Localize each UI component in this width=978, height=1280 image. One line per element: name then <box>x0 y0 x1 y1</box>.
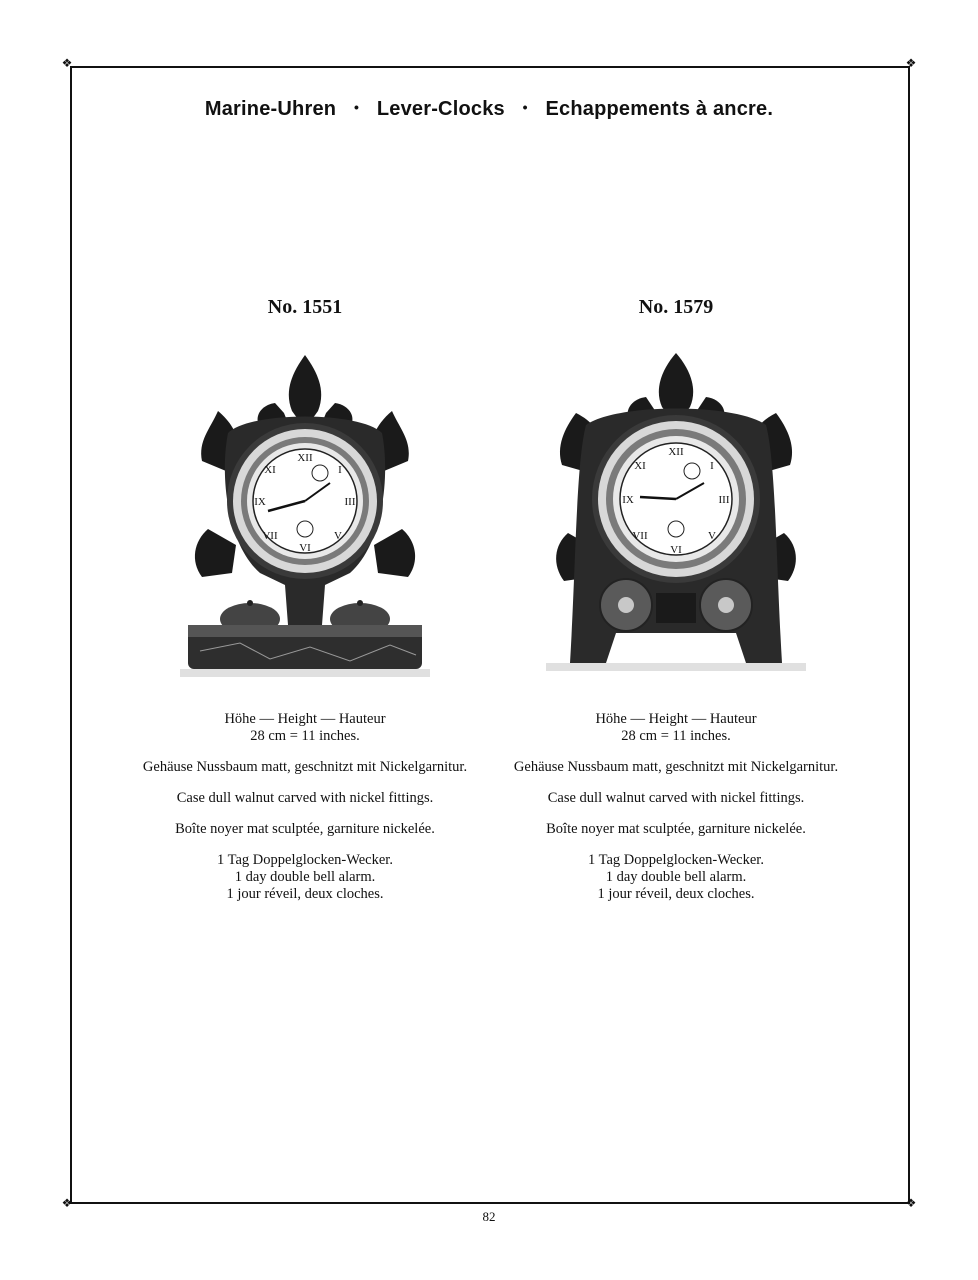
model-number: No. 1579 <box>638 296 714 318</box>
svg-text:III: III <box>718 494 730 506</box>
svg-text:IX: IX <box>622 494 634 506</box>
height-label: Höhe — Height — Hauteur <box>224 711 386 727</box>
clock-illustration-1579 <box>546 333 806 693</box>
svg-text:I: I <box>710 460 714 472</box>
svg-text:IX: IX <box>254 496 266 508</box>
alarm-french: 1 jour réveil, deux cloches. <box>226 886 384 902</box>
svg-text:XII: XII <box>668 446 684 458</box>
model-number: No. 1551 <box>267 296 343 318</box>
header-separator: • <box>353 99 360 115</box>
height-value: 28 cm = 11 inches. <box>250 728 360 744</box>
svg-text:V: V <box>708 530 716 542</box>
case-english: Case dull walnut carved with nickel fittings. <box>547 790 805 806</box>
corner-ornament: ❖ <box>61 56 73 70</box>
case-german: Gehäuse Nussbaum matt, geschnitzt mit Nickelgarnitur. <box>142 759 468 775</box>
case-english: Case dull walnut carved with nickel fittings. <box>176 790 434 806</box>
svg-text:VII: VII <box>632 530 648 542</box>
header-german: Marine-Uhren <box>204 98 337 120</box>
corner-ornament: ❖ <box>61 1196 73 1210</box>
svg-text:XI: XI <box>264 464 276 476</box>
svg-text:VI: VI <box>670 544 682 556</box>
product-description <box>486 711 866 903</box>
header-english: Lever-Clocks <box>376 98 505 120</box>
case-german: Gehäuse Nussbaum matt, geschnitzt mit Nickelgarnitur. <box>513 759 839 775</box>
corner-ornament: ❖ <box>905 56 917 70</box>
height-label: Höhe — Height — Hauteur <box>595 711 757 727</box>
height-value: 28 cm = 11 inches. <box>621 728 731 744</box>
header-separator: • <box>522 99 528 115</box>
svg-text:V: V <box>334 530 342 542</box>
alarm-english: 1 day double bell alarm. <box>605 869 747 885</box>
page-number: 82 <box>482 1209 496 1224</box>
product-1551 <box>115 296 495 917</box>
product-description <box>115 711 495 903</box>
header-french: Echappements à ancre. <box>545 98 774 120</box>
product-1579 <box>486 296 866 917</box>
svg-text:XI: XI <box>634 460 646 472</box>
clock-illustration-1551 <box>180 333 430 693</box>
case-french: Boîte noyer mat sculptée, garniture nickelée. <box>175 821 435 837</box>
corner-ornament: ❖ <box>905 1196 917 1210</box>
svg-text:I: I <box>338 464 342 476</box>
alarm-german: 1 Tag Doppelglocken-Wecker. <box>588 852 764 868</box>
svg-text:XII: XII <box>297 452 313 464</box>
svg-text:VI: VI <box>299 542 311 554</box>
svg-text:III: III <box>344 496 356 508</box>
alarm-german: 1 Tag Doppelglocken-Wecker. <box>217 852 393 868</box>
alarm-english: 1 day double bell alarm. <box>234 869 376 885</box>
alarm-french: 1 jour réveil, deux cloches. <box>597 886 755 902</box>
page-header <box>0 98 978 121</box>
svg-text:VII: VII <box>262 530 278 542</box>
case-french: Boîte noyer mat sculptée, garniture nickelée. <box>546 821 806 837</box>
